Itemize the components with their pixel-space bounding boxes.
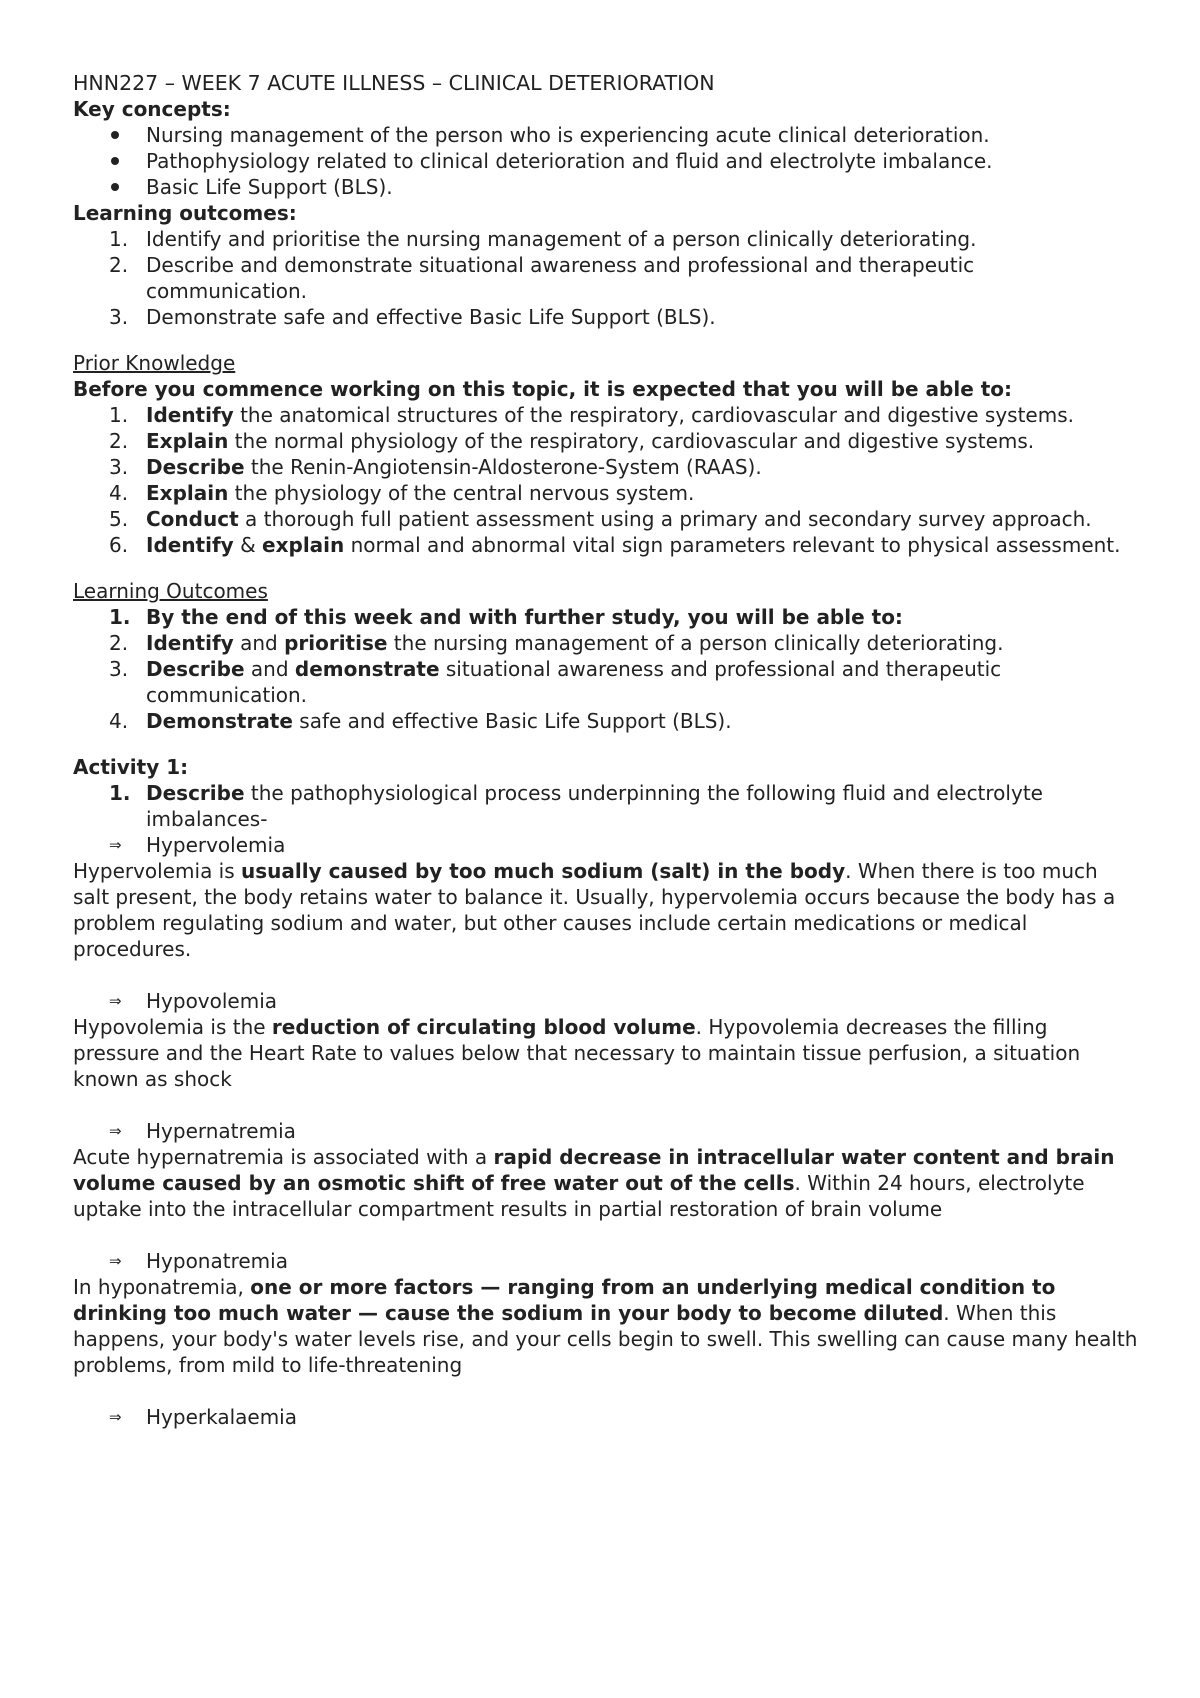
arrow-icon: ⇒ xyxy=(109,1252,122,1270)
arrow-icon: ⇒ xyxy=(109,1122,122,1140)
key-concept-item: Nursing management of the person who is experiencing acute clinical deterioration. xyxy=(73,122,1140,148)
section-hypervolemia-body: Hypervolemia is usually caused by too much sodium (salt) in the body. When there is too much salt present, the body retains water to balance it. Usually, hypervolemia occurs because the body has a problem regulating sodium and water, but other causes include certain medications or medical procedures. xyxy=(73,859,1116,961)
learning-outcomes-list xyxy=(73,604,1140,734)
activity-question-list xyxy=(73,780,1140,832)
arrow-icon: ⇒ xyxy=(109,1408,122,1426)
learning-outcomes-heading: Learning Outcomes xyxy=(73,579,268,603)
list-item: 1. Describe the pathophysiological process underpinning the following fluid and electrolyte imbalances- xyxy=(109,781,1043,831)
arrow-icon: ⇒ xyxy=(109,836,122,854)
list-item: 4. Demonstrate safe and effective Basic Life Support (BLS). xyxy=(109,709,732,733)
learning-outcomes-label: Learning outcomes: xyxy=(73,201,297,225)
prior-knowledge-intro: Before you commence working on this topic, it is expected that you will be able to: xyxy=(73,377,1013,401)
prior-knowledge-heading: Prior Knowledge xyxy=(73,351,236,375)
section-hypovolemia-body: Hypovolemia is the reduction of circulating blood volume. Hypovolemia decreases the filling pressure and the Heart Rate to values below that necessary to maintain tissue perfusion, a situation known as shock xyxy=(73,1015,1081,1091)
section-hypernatremia-body: Acute hypernatremia is associated with a rapid decrease in intracellular water content and brain volume caused by an osmotic shift of free water out of the cells. Within 24 hours, electrolyte uptake into the intracellular compartment results in partial restoration of brain volume xyxy=(73,1145,1115,1221)
list-item: 3. Demonstrate safe and effective Basic Life Support (BLS). xyxy=(109,305,716,329)
section-hyperkalaemia-title: ⇒ Hyperkalaemia xyxy=(109,1405,297,1429)
list-item: 3. Describe the Renin-Angiotensin-Aldosterone-System (RAAS). xyxy=(109,455,762,479)
list-item: 1. By the end of this week and with further study, you will be able to: xyxy=(109,605,903,629)
section-hypovolemia-title: ⇒ Hypovolemia xyxy=(109,989,278,1013)
activity-label: Activity 1: xyxy=(73,755,189,779)
section-hypervolemia-title: ⇒ Hypervolemia xyxy=(109,833,286,857)
section-hyponatremia-body: In hyponatremia, one or more factors — ranging from an underlying medical condition to drinking too much water — cause the sodium in your body to become diluted. When this happens, your body's water levels rise, and your cells begin to swell. This swelling can cause many health problems, from mild to life-threatening xyxy=(73,1275,1138,1377)
list-item: 2. Identify and prioritise the nursing management of a person clinically deteriorating. xyxy=(109,631,1004,655)
section-hyponatremia-title: ⇒ Hyponatremia xyxy=(109,1249,288,1273)
list-item: 2. Describe and demonstrate situational awareness and professional and therapeutic communication. xyxy=(109,253,975,303)
key-concepts-list xyxy=(73,122,1140,200)
learning-outcomes-intro-list xyxy=(73,226,1140,330)
list-item: 2. Explain the normal physiology of the respiratory, cardiovascular and digestive systems. xyxy=(109,429,1035,453)
list-item: 6. Identify & explain normal and abnormal vital sign parameters relevant to physical assessment. xyxy=(109,533,1121,557)
list-item: 1. Identify and prioritise the nursing management of a person clinically deteriorating. xyxy=(109,227,977,251)
key-concept-item: Basic Life Support (BLS). xyxy=(73,174,1140,200)
list-item: 4. Explain the physiology of the central nervous system. xyxy=(109,481,695,505)
arrow-icon: ⇒ xyxy=(109,992,122,1010)
key-concepts-label: Key concepts: xyxy=(73,97,231,121)
list-item: 3. Describe and demonstrate situational awareness and professional and therapeutic communication. xyxy=(109,657,1002,707)
list-item: 5. Conduct a thorough full patient assessment using a primary and secondary survey approach. xyxy=(109,507,1092,531)
key-concept-item: Pathophysiology related to clinical deterioration and fluid and electrolyte imbalance. xyxy=(73,148,1140,174)
document-title: HNN227 – WEEK 7 ACUTE ILLNESS – CLINICAL DETERIORATION xyxy=(73,71,715,95)
section-hypernatremia-title: ⇒ Hypernatremia xyxy=(109,1119,296,1143)
list-item: 1. Identify the anatomical structures of the respiratory, cardiovascular and digestive systems. xyxy=(109,403,1074,427)
prior-knowledge-list xyxy=(73,402,1140,558)
